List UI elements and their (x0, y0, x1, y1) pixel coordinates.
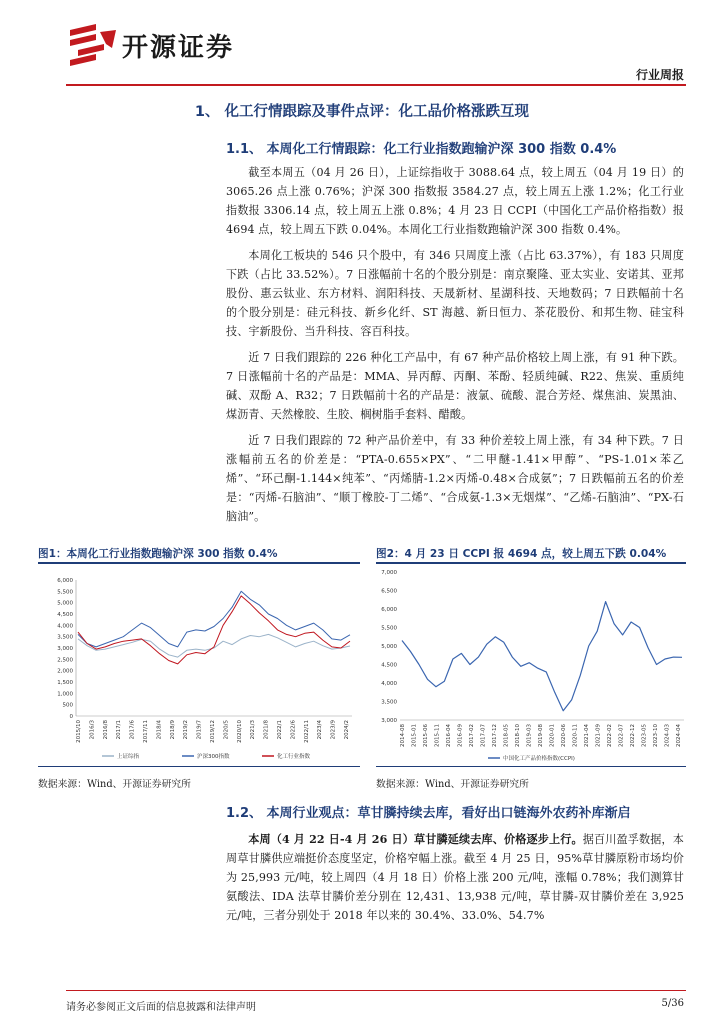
x-tick-label: 2024-04 (676, 724, 682, 747)
y-tick-label: 5,500 (381, 625, 397, 632)
x-tick-label: 2017-07 (480, 724, 487, 747)
figure-2-source: 数据来源：Wind、开源证券研究所 (376, 779, 529, 790)
figure-2-top-rule (376, 562, 686, 564)
paragraph: 近 7 日我们跟踪的 226 种化工产品中，有 67 种产品价格较上周上涨，有 91 种下跌。7 日涨幅前十名的产品是：MMA、异丙醇、丙酮、苯酚、轻质纯碱、R22、焦炭、重质纯碱、双酚 A、R32；7 日跌幅前十名的产品是：液氯、硫酸、混合芳烃、煤焦油、炭黑油、煤沥青、天然橡胶、生胶、榈树脂手套料、醋酸。 (226, 351, 684, 421)
x-tick-label: 2022/11 (303, 720, 310, 743)
y-tick-label: 3,500 (381, 699, 397, 706)
logo-mark-icon (70, 24, 116, 66)
y-tick-label: 2,500 (57, 657, 73, 664)
x-tick-label: 2019/7 (196, 720, 203, 740)
x-tick-label: 2023/9 (330, 720, 337, 740)
x-tick-label: 2022-12 (630, 724, 636, 747)
y-tick-label: 0 (69, 714, 73, 720)
series-line (78, 596, 350, 664)
x-tick-label: 2023/4 (317, 720, 324, 740)
x-tick-label: 2019-03 (526, 724, 533, 747)
lead-sentence: 本周（4 月 22 日-4 月 26 日）草甘膦延续去库、价格逐步上行。 (248, 833, 583, 846)
x-tick-label: 2021/3 (250, 720, 257, 740)
x-tick-label: 2021-04 (584, 724, 590, 747)
brand-name: 开源证券 (122, 33, 235, 63)
x-tick-label: 2016/8 (102, 720, 109, 740)
y-tick-label: 1,500 (57, 680, 73, 686)
x-tick-label: 2018/4 (156, 720, 163, 740)
footer-divider (66, 990, 686, 991)
x-tick-label: 2022/1 (277, 720, 283, 740)
x-tick-label: 2021-09 (595, 724, 602, 747)
y-tick-label: 5,000 (381, 644, 397, 650)
y-tick-label: 3,500 (57, 634, 73, 641)
figure-1-source: 数据来源：Wind、开源证券研究所 (38, 779, 191, 790)
x-tick-label: 2019/12 (210, 720, 216, 743)
x-tick-label: 2023-10 (653, 724, 659, 747)
paragraph: 近 7 日我们跟踪的 72 种产品价差中，有 33 种价差较上周上涨，有 34 种下跌。7 日涨幅前五名的价差是：“PTA-0.655×PX”、“二甲醚-1.41×甲醇”、“PS-1.01×苯乙烯”、“环己酮-1.144×纯苯”、“丙烯腈-1.2×丙烯-0.48×合成氨”；7 日跌幅前五名的价差是：“丙烯-石脑油”、“顺丁橡胶-丁二烯”、“合成氨-1.3×无烟煤”、“乙烯-石脑油”、“PX-石脑油”。 (226, 434, 684, 523)
footer-disclaimer: 请务必参阅正文后面的信息披露和法律声明 (66, 1002, 256, 1013)
y-tick-label: 4,000 (57, 623, 73, 630)
x-tick-label: 2018/9 (169, 720, 176, 740)
x-tick-label: 2024/2 (344, 720, 350, 740)
section-1-1-body (226, 163, 684, 533)
paragraph: 本周化工板块的 546 只个股中，有 346 只周度上涨（占比 63.37%），有 183 只周度下跌（占比 33.52%）。7 日涨幅前十名的个股分别是：南京聚隆、亚太实业、安诺其、亚邦股份、惠云钛业、东方材料、润阳科技、天晟新材、星湖科技、天地数码；7 日跌幅前十名的个股分别是：硅元科技、新乡化纤、ST 海越、新日恒力、茶花股份、和邦生物、硅宝科技、宇新股份、当升科技、容百科技。 (226, 249, 684, 338)
x-tick-label: 2020-01 (549, 724, 556, 747)
y-tick-label: 6,500 (381, 588, 397, 595)
figure-2-bottom-rule (376, 766, 686, 767)
figure-1-bottom-rule (38, 766, 360, 767)
figure-1-caption: 图1：本周化工行业指数跑输沪深 300 指数 0.4% (38, 548, 278, 560)
x-tick-label: 2015-06 (423, 724, 429, 747)
paragraph: 截至本周五（04 月 26 日），上证综指收于 3088.64 点，较上周五（04 月 19 日）的 3065.26 点上涨 0.76%；沪深 300 指数报 3584.27 点，较上周五上涨 1.2%；化工行业指数报 3306.14 点，较上周五上涨 0.8%；4 月 23 日 CCPI（中国化工产品价格指数）报 4694 点，较上周五下跌 0.04%。本周化工行业指数跑输沪深 300 指数 0.4%。 (226, 166, 684, 236)
y-tick-label: 4,500 (381, 662, 397, 669)
x-tick-label: 2019/2 (183, 720, 190, 740)
series-line (78, 591, 350, 647)
y-tick-label: 4,000 (381, 681, 397, 687)
section-1-2-title: 1.2、 本周行业观点：草甘膦持续去库，看好出口链海外农药补库渐启 (226, 806, 631, 821)
x-tick-label: 2017-12 (492, 724, 498, 747)
y-tick-label: 5,000 (57, 600, 73, 607)
series-line (402, 602, 682, 711)
figure-2-caption: 图2：4 月 23 日 CCPI 报 4694 点，较上周五下跌 0.04% (376, 548, 667, 560)
y-tick-label: 7,000 (381, 570, 397, 576)
x-tick-label: 2022-07 (618, 724, 625, 747)
section-1-1-title: 1.1、 本周化工行情跟踪：化工行业指数跑输沪深 300 指数 0.4% (226, 142, 617, 157)
legend-label: 化工行业指数 (277, 754, 311, 760)
x-tick-label: 2018-05 (503, 724, 510, 747)
x-tick-label: 2024-03 (664, 724, 671, 747)
lead-rest: 据百川盈孚数据，本周草甘膦供应端挺价态度坚定，价格窄幅上涨。截至 4 月 25 日，95%草甘膦原粉市场均价为 25,993 元/吨，较上周四（4 月 18 日）价格上涨 200 元/吨，涨幅 0.78%；我们测算甘氨酸法、IDA 法草甘膦价差分别在 12,431、13,938 元/吨，草甘膦-双甘膦价差在 3,925 元/吨，三者分别处于 2018 年以来的 30.4%、33.0%、54.7% (226, 833, 684, 922)
x-tick-label: 2020-11 (572, 724, 579, 747)
y-tick-label: 2,000 (57, 668, 73, 675)
x-tick-label: 2017/1 (116, 720, 123, 740)
x-tick-label: 2021/8 (263, 720, 270, 740)
x-tick-label: 2016-04 (446, 724, 452, 747)
legend-label: 沪深300指数 (197, 754, 230, 760)
y-tick-label: 4,500 (57, 612, 73, 618)
x-tick-label: 2019-08 (538, 724, 544, 747)
y-tick-label: 6,000 (381, 607, 397, 613)
y-tick-label: 1,000 (57, 691, 73, 698)
x-tick-label: 2017-02 (469, 724, 475, 747)
x-tick-label: 2016-09 (457, 724, 464, 747)
x-tick-label: 2020/5 (223, 720, 230, 740)
y-tick-label: 3,000 (57, 646, 73, 652)
x-tick-label: 2023-05 (641, 724, 648, 747)
page-number: 5/36 (661, 998, 684, 1009)
header-divider (66, 84, 686, 86)
figure-1-top-rule (38, 562, 360, 564)
x-tick-label: 2022/6 (290, 720, 297, 740)
x-tick-label: 2020-06 (561, 724, 567, 747)
y-tick-label: 500 (62, 702, 73, 709)
x-tick-label: 2018-10 (515, 724, 521, 747)
legend-label: 上证综指 (117, 754, 140, 760)
y-tick-label: 3,000 (381, 718, 397, 724)
x-tick-label: 2017/11 (143, 720, 149, 743)
x-tick-label: 2015-11 (434, 724, 441, 747)
x-tick-label: 2015-01 (411, 724, 418, 747)
x-tick-label: 2020/10 (236, 720, 243, 743)
x-tick-label: 2014-08 (400, 724, 406, 747)
y-tick-label: 5,500 (57, 589, 73, 596)
x-tick-label: 2017/6 (129, 720, 136, 740)
x-tick-label: 2015/10 (76, 720, 82, 743)
x-tick-label: 2022-02 (607, 724, 613, 747)
report-type-label: 行业周报 (635, 68, 684, 82)
legend-label: 中国化工产品价格指数(CCPI) (503, 756, 575, 762)
paragraph (226, 830, 684, 925)
chart-1 (50, 566, 360, 764)
section-1-2-body (226, 830, 684, 925)
section-1-title: 1、 化工行情跟踪及事件点评：化工品价格涨跌互现 (194, 104, 530, 120)
y-tick-label: 6,000 (57, 578, 73, 584)
x-tick-label: 2016/3 (89, 720, 96, 740)
chart-2 (376, 566, 686, 764)
